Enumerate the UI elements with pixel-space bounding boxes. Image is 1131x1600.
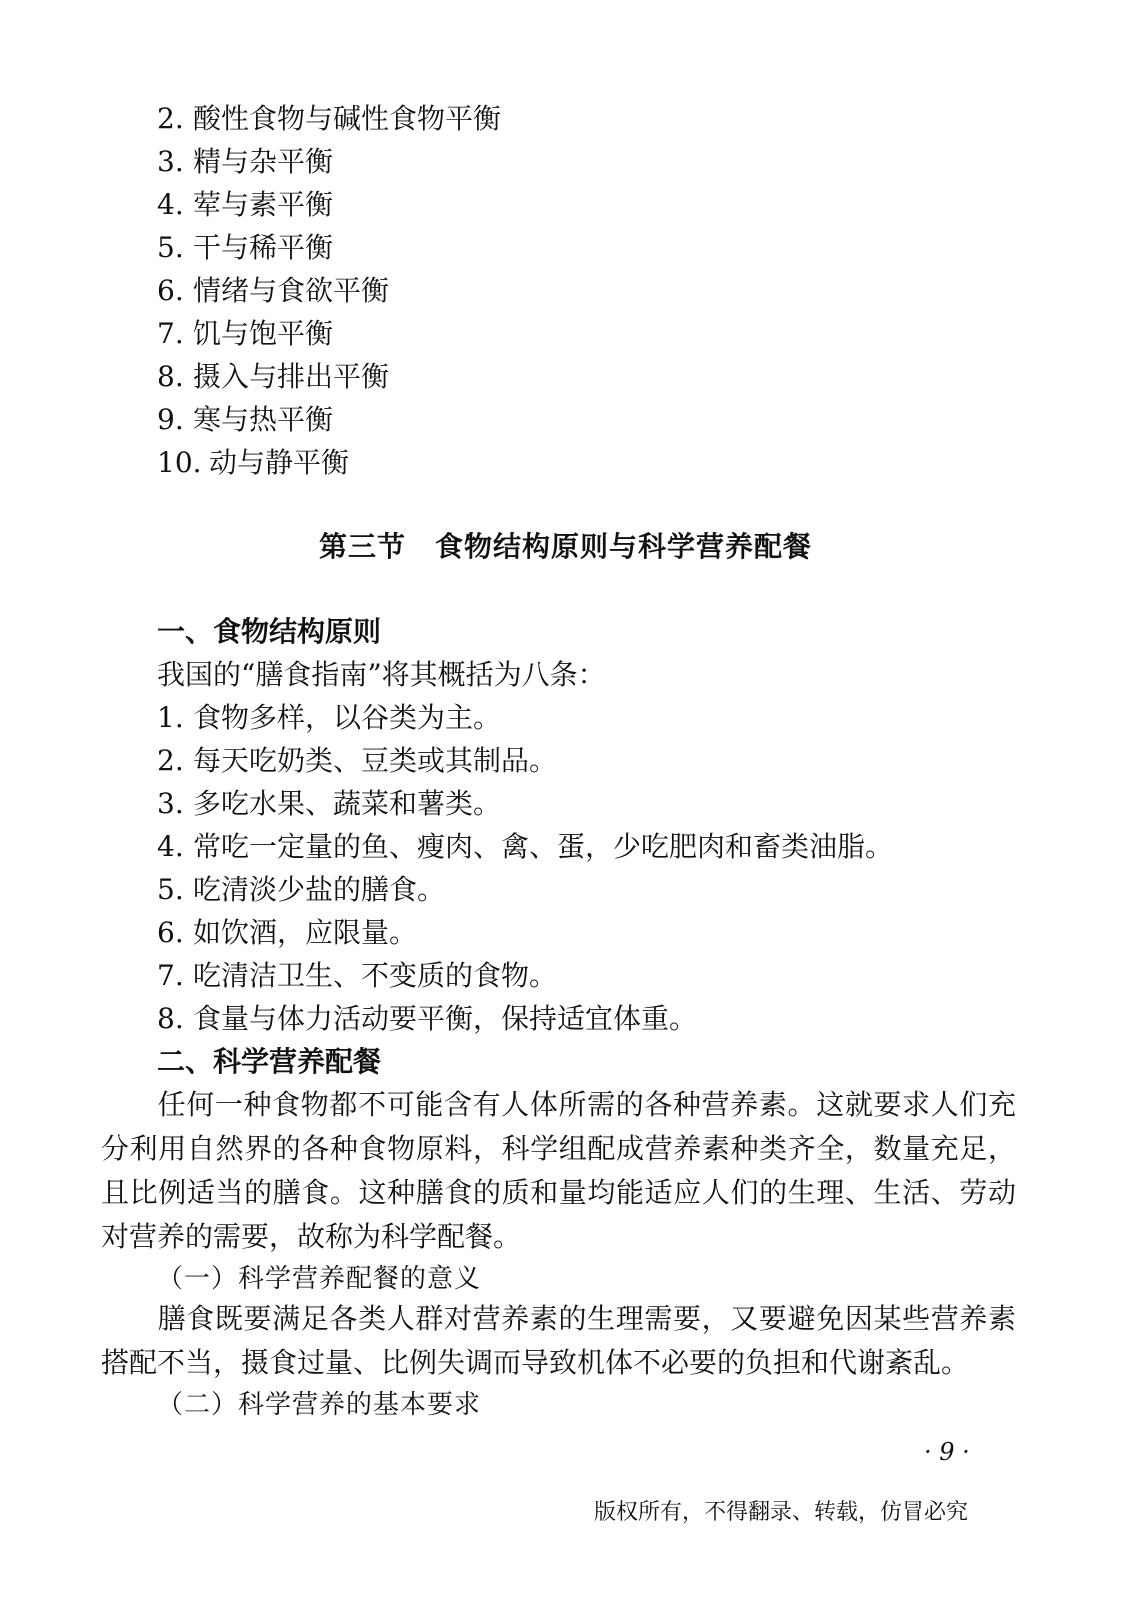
section-title: 第三节 食物结构原则与科学营养配餐 [318, 530, 812, 563]
list-item-number: 6. [157, 274, 184, 307]
list-item [157, 786, 501, 822]
heading-scientific-nutrition: 二、科学营养配餐 [157, 1045, 382, 1078]
list-item-number: 4. [157, 188, 184, 221]
paragraph-text: 膳食既要满足各类人群对营养素的生理需要，又要避免因某些营养素搭配不当，摄食过量、比例失调而导致机体不必要的负担和代谢紊乱。 [101, 1302, 1016, 1379]
list-item-number: 9. [157, 403, 184, 436]
intro-line: 我国的“膳食指南”将其概括为八条： [157, 658, 606, 691]
list-item-text: 饥与饱平衡 [193, 317, 334, 350]
list-item-number: 1. [157, 701, 184, 734]
list-item-number: 2. [157, 102, 184, 135]
copyright-footer: 版权所有，不得翻录、转载，仿冒必究 [594, 1500, 969, 1525]
list-item [157, 101, 501, 137]
page-number: · 9 · [924, 1438, 970, 1466]
list-item-number: 7. [157, 959, 184, 992]
subheading-significance: （一）科学营养配餐的意义 [157, 1264, 482, 1294]
list-item-text: 荤与素平衡 [193, 188, 334, 221]
list-item [157, 829, 893, 865]
list-item-number: 5. [157, 231, 184, 264]
list-item-text: 干与稀平衡 [193, 231, 334, 264]
list-item-number: 8. [157, 360, 184, 393]
list-item [157, 144, 333, 180]
list-item [157, 445, 349, 481]
list-item-text: 食物多样，以谷类为主。 [193, 701, 502, 734]
paragraph [101, 1083, 1016, 1259]
list-item-text: 情绪与食欲平衡 [193, 274, 390, 307]
list-item [157, 700, 501, 736]
list-item-text: 每天吃奶类、豆类或其制品。 [193, 744, 558, 777]
list-item-text: 吃清淡少盐的膳食。 [193, 873, 446, 906]
list-item-text: 多吃水果、蔬菜和薯类。 [193, 787, 502, 820]
list-item-text: 如饮酒，应限量。 [193, 916, 418, 949]
list-item-text: 摄入与排出平衡 [193, 360, 390, 393]
list-item [157, 1001, 697, 1037]
subheading-requirements: （二）科学营养的基本要求 [157, 1390, 482, 1420]
list-item [157, 187, 333, 223]
list-item-text: 酸性食物与碱性食物平衡 [193, 102, 502, 135]
list-item-number: 5. [157, 873, 184, 906]
list-item-number: 7. [157, 317, 184, 350]
list-item-number: 2. [157, 744, 184, 777]
list-item [157, 402, 333, 438]
list-item [157, 743, 557, 779]
list-item [157, 230, 333, 266]
list-item [157, 872, 445, 908]
list-item-text: 精与杂平衡 [193, 145, 334, 178]
list-item-text: 食量与体力活动要平衡，保持适宜体重。 [193, 1002, 698, 1035]
list-item [157, 316, 333, 352]
list-item [157, 958, 557, 994]
list-item [157, 273, 389, 309]
list-item-text: 常吃一定量的鱼、瘦肉、禽、蛋，少吃肥肉和畜类油脂。 [193, 830, 894, 863]
list-item-number: 3. [157, 145, 184, 178]
list-item-text: 动与静平衡 [209, 446, 350, 479]
list-item [157, 359, 389, 395]
list-item-number: 6. [157, 916, 184, 949]
list-item-number: 3. [157, 787, 184, 820]
paragraph [101, 1297, 1016, 1385]
heading-food-structure: 一、食物结构原则 [157, 615, 382, 648]
list-item-number: 10. [157, 446, 202, 479]
list-item-number: 4. [157, 830, 184, 863]
list-item-text: 吃清洁卫生、不变质的食物。 [193, 959, 558, 992]
list-item [157, 915, 417, 951]
list-item-number: 8. [157, 1002, 184, 1035]
list-item-text: 寒与热平衡 [193, 403, 334, 436]
paragraph-text: 任何一种食物都不可能含有人体所需的各种营养素。这就要求人们充分利用自然界的各种食物原料，科学组配成营养素种类齐全，数量充足，且比例适当的膳食。这种膳食的质和量均能适应人们的生理、生活、劳动对营养的需要，故称为科学配餐。 [101, 1088, 1016, 1253]
